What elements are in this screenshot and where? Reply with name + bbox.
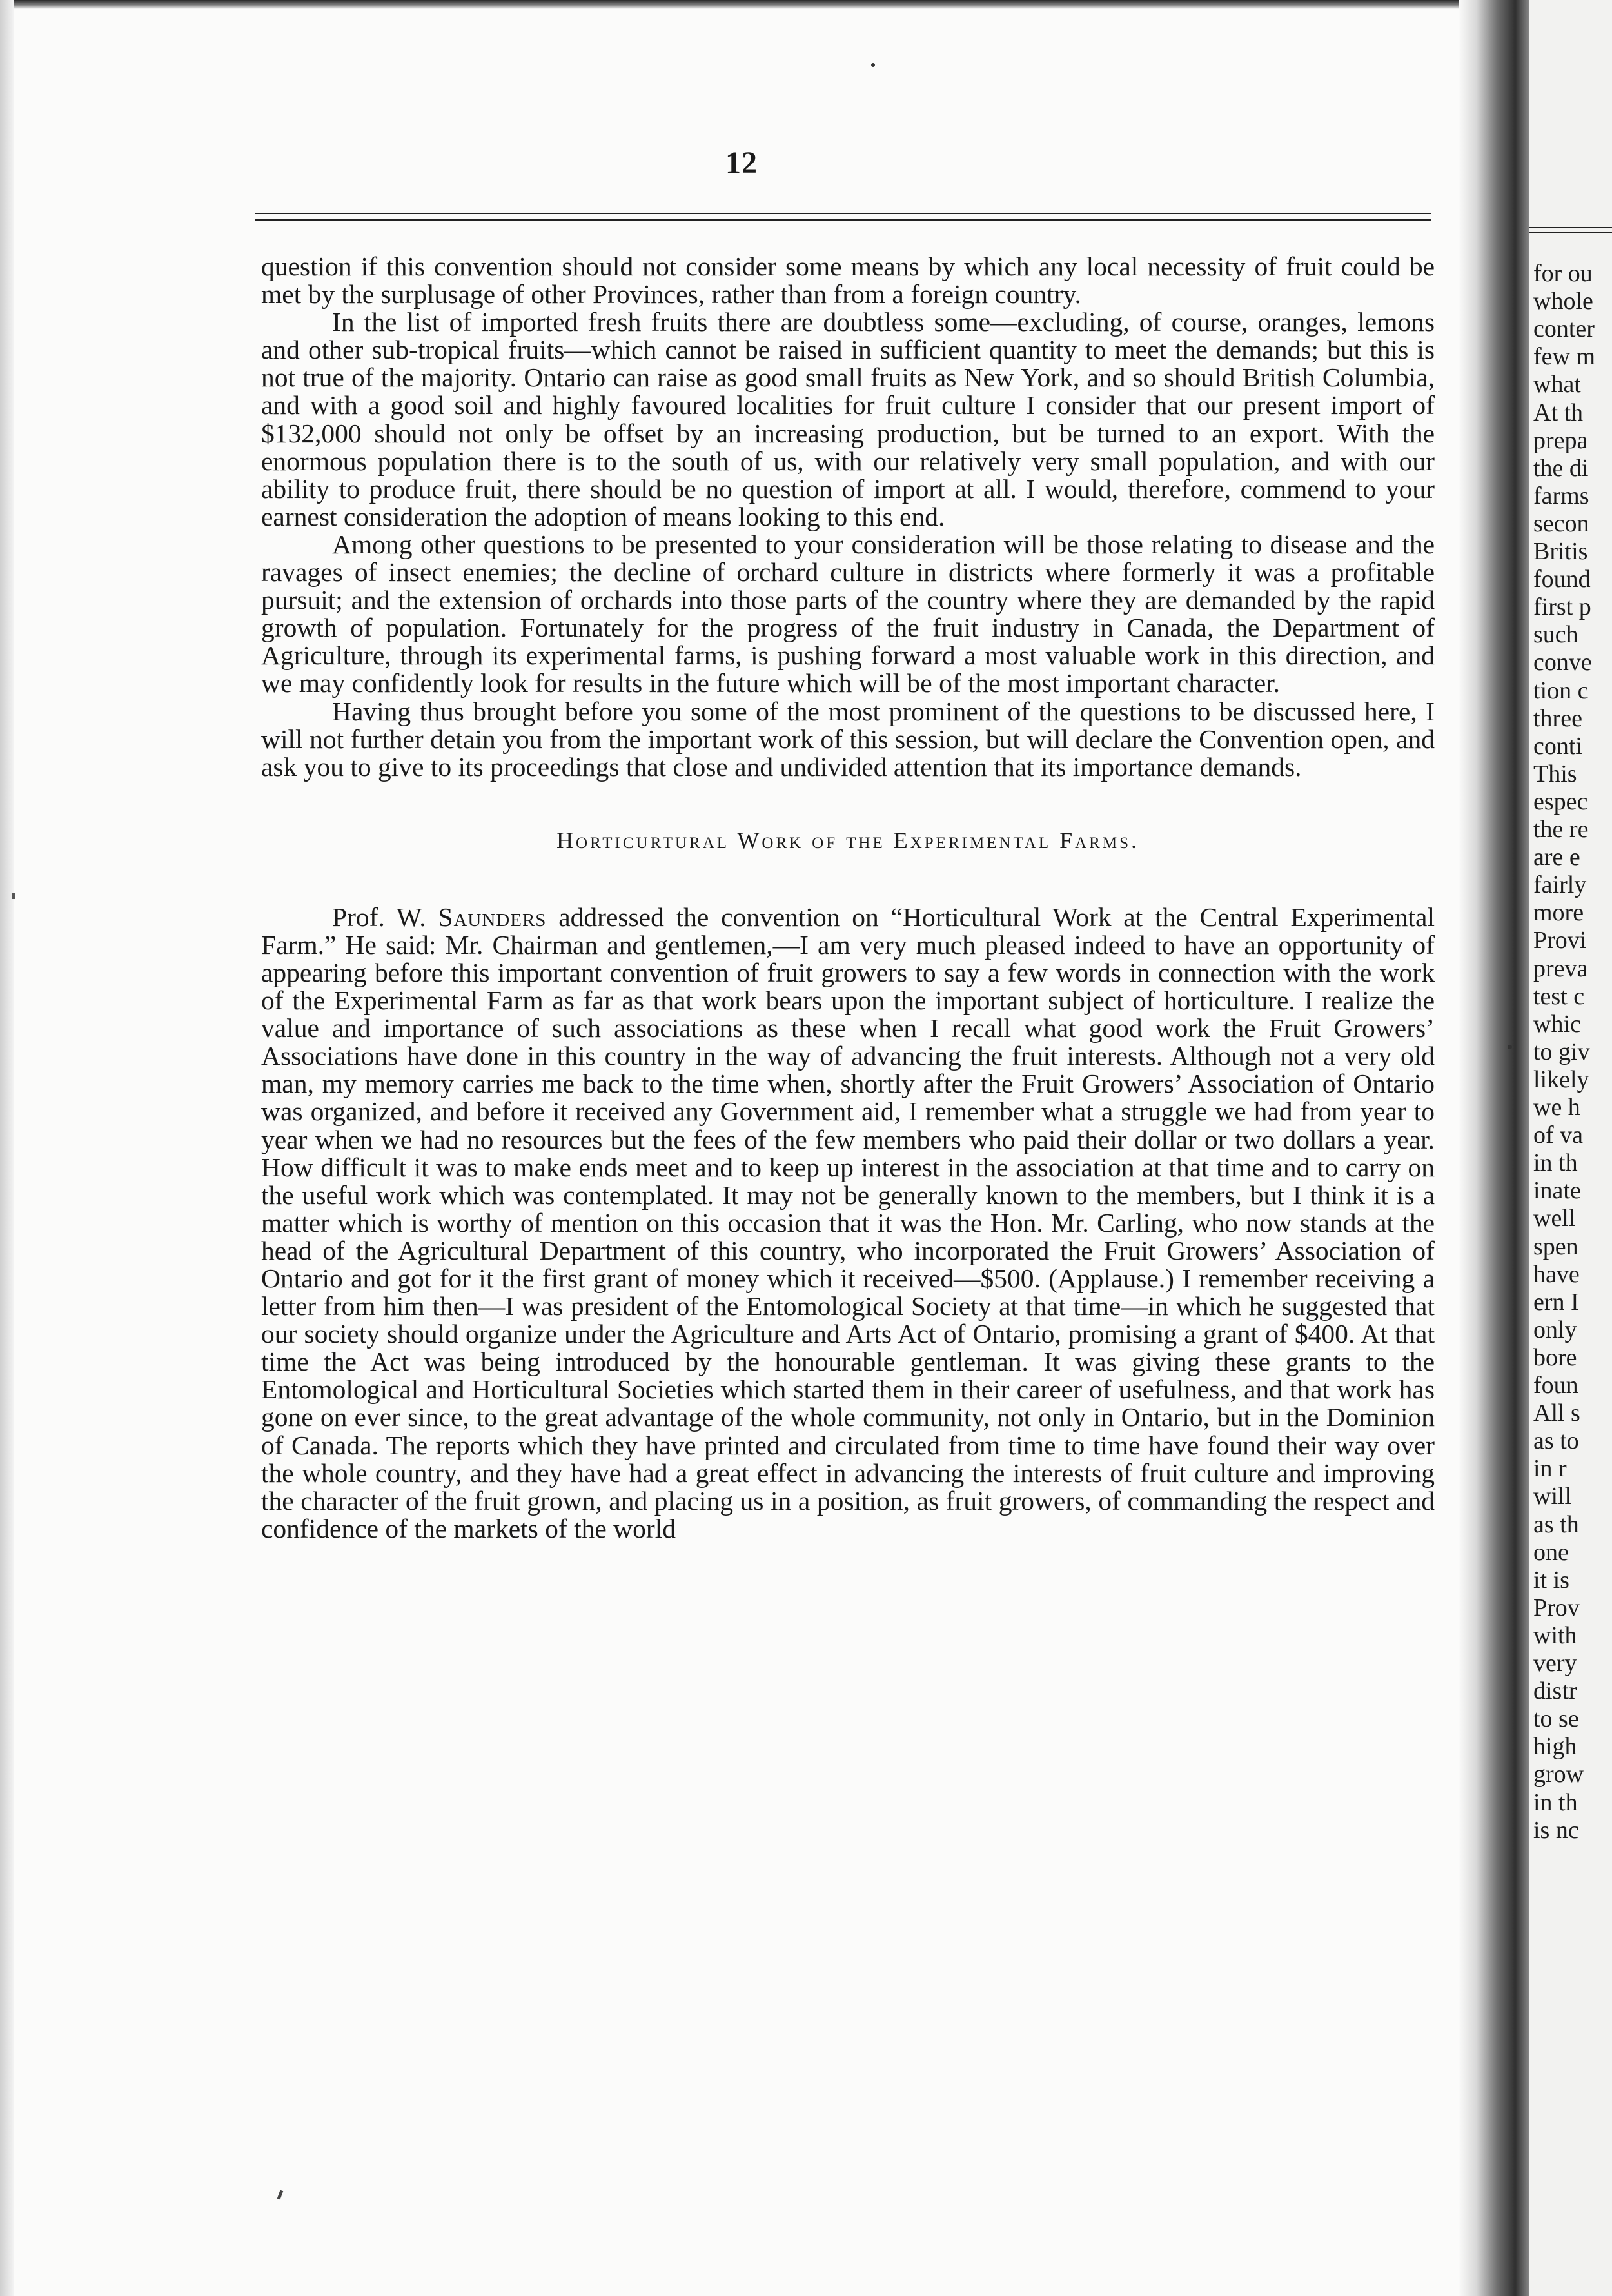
facing-page-line: distr <box>1533 1677 1577 1705</box>
facing-page-line: inate <box>1533 1177 1581 1205</box>
paragraph-convention-open: Having thus brought before you some of the most prominent of the questions to be discussed here, I will not further detain you from the important work of this session, but will declare the Convention open, and ask you to give to its proceedings that close and undivided attention that its importance demands. <box>261 696 1435 782</box>
facing-page-line: we h <box>1533 1094 1580 1121</box>
facing-page-line: whole <box>1533 288 1593 315</box>
facing-page-line: high <box>1533 1733 1577 1761</box>
facing-page-line: in th <box>1533 1788 1578 1816</box>
facing-page-line: bore <box>1533 1343 1577 1371</box>
facing-page-line: All s <box>1533 1400 1580 1427</box>
facing-page-line: foun <box>1533 1372 1578 1399</box>
facing-page-line: few m <box>1533 343 1596 371</box>
facing-page-header-rule <box>1529 227 1612 233</box>
facing-page-line: for ou <box>1533 260 1593 287</box>
facing-page-line: are e <box>1533 844 1580 871</box>
facing-page-line: it is <box>1533 1566 1569 1594</box>
facing-page-line: to giv <box>1533 1038 1590 1065</box>
facing-page-line: Provi <box>1533 927 1587 955</box>
facing-page-line: Prov <box>1533 1594 1580 1621</box>
scan-speck <box>277 2190 283 2200</box>
facing-page-line: as th <box>1533 1510 1579 1538</box>
facing-page-line: such <box>1533 621 1578 649</box>
body-text <box>261 253 1435 1543</box>
facing-page-line: secon <box>1533 510 1589 537</box>
page-top-edge-shadow <box>0 0 1483 9</box>
facing-page-line: whic <box>1533 1010 1581 1038</box>
facing-page-fragment <box>1529 0 1612 2296</box>
facing-page-line: the di <box>1533 454 1589 482</box>
header-double-rule <box>255 213 1431 221</box>
facing-page-line: conti <box>1533 732 1582 760</box>
facing-page-line: grow <box>1533 1761 1584 1788</box>
facing-page-line: well <box>1533 1205 1576 1232</box>
facing-page-line: to se <box>1533 1705 1579 1733</box>
facing-page-line: This <box>1533 760 1577 787</box>
scan-speck <box>871 63 875 67</box>
paragraph-imported-fruits: In the list of imported fresh fruits there are doubtless some—excluding, of course, oranges, lemons and other sub-tropical fruits—which cannot be raised in sufficient quantity to meet the demands; but this is not true of the majority. Ontario can raise as good small fruits as New York, and so should British Columbia, and with a good soil and highly favoured localities for fruit culture I consider that our present import of $132,000 should not only be offset by an increasing production, but be turned to an export. With the enormous population there is to the south of us, with our relatively very small population, and with our ability to produce fruit, there should be no question of import at all. I would, therefore, commend to your earnest consideration the adoption of means looking to this end. <box>261 307 1435 531</box>
facing-page-line: only <box>1533 1316 1577 1343</box>
facing-page-line: ern I <box>1533 1288 1579 1316</box>
facing-page-line: At th <box>1533 399 1584 426</box>
facing-page-line: very <box>1533 1650 1577 1677</box>
facing-page-line: of va <box>1533 1122 1584 1149</box>
scan-speck <box>12 893 15 899</box>
speaker-name: Saunders <box>438 902 547 932</box>
facing-page-line: in th <box>1533 1149 1578 1177</box>
paragraph-continued: question if this convention should not consider some means by which any local necessity of fruit could be met by the surplusage of other Provinces, rather than from a foreign country. <box>261 252 1435 310</box>
facing-page-line: with <box>1533 1621 1577 1649</box>
facing-page-line: conter <box>1533 315 1595 343</box>
facing-page-line: prepa <box>1533 426 1588 454</box>
facing-page-line: conve <box>1533 649 1592 677</box>
speech-text: addressed the convention on “Horticultural Work at the Central Experimental Farm.” He said: Mr. Chairman and gentlemen,—I am very much pleased indeed to have an opportunity of appearing before this important convention of fruit growers to say a few words in connection with the work of the Experimental Farm as far as that work bears upon the important subject of horticulture. I realize the value and importance of such associations as these when I recall what good work the Fruit Growers’ Associations have done in this country in the way of advancing the fruit interests. Although not a very old man, my memory carries me back to the time when, shortly after the Fruit Growers’ Association of Ontario was organized, and before it received any Government aid, I remember what a struggle we had from year to year when we had no resources but the fees of the few members who paid their dollar or two dollars a year. How difficult it was to make ends meet and to keep up interest in the association at that time and to carry on the useful work which was contemplated. It may not be generally known to the members, but I think it is a matter which is worthy of mention on this occasion that it was the Hon. Mr. Carling, who now stands at the head of the Agricultural Department of this country, who incorporated the Fruit Growers’ Association of Ontario and got for it the first grant of money which it received—$500. (Applause.) I remember receiving a letter from him then—I was president of the Entomological Society at that time—in which he suggested that our society should organize under the Agriculture and Arts Act of Ontario, promising a grant of $400. At that time the Act was being introduced by the honourable gentleman. It was giving these grants to the Entomological and Horticultural Societies which started them in their career of usefulness, and that work has gone on ever since, to the great advantage of the whole community, not only in Ontario, but in the Dominion of Canada. The reports which they have printed and circulated from time to time have found their way over the whole country, and they have had a great effect in advancing the interests of fruit culture and improving the character of the fruit grown, and placing us in a position, as fruit growers, of commanding the respect and confidence of the markets of the world <box>261 902 1435 1543</box>
paragraph-saunders-address <box>261 904 1435 1543</box>
facing-page-line: have <box>1533 1260 1580 1288</box>
facing-page-line: spen <box>1533 1232 1578 1260</box>
facing-page-line: found <box>1533 566 1591 593</box>
facing-page-line: as to <box>1533 1427 1579 1455</box>
facing-page-line: farms <box>1533 482 1589 510</box>
facing-page-line: in r <box>1533 1455 1567 1483</box>
facing-page-line: one <box>1533 1538 1569 1566</box>
speaker-intro: Prof. W. <box>332 902 426 932</box>
book-gutter-shadow <box>1459 0 1529 2296</box>
facing-page-line: espec <box>1533 787 1588 815</box>
page-left-edge <box>0 0 14 2296</box>
paragraph-other-questions: Among other questions to be presented to your consideration will be those relating to disease and the ravages of insect enemies; the decline of orchard culture in districts where formerly it was a profitable pursuit; and the extension of orchards into those parts of the country where they are demanded by the rapid growth of population. Fortunately for the progress of the fruit industry in Canada, the Department of Agriculture, through its experimental farms, is pushing forward a most valuable work in this direction, and we may confidently look for results in the future which will be of the most important character. <box>261 529 1435 698</box>
facing-page-line: more <box>1533 899 1584 927</box>
page-number: 12 <box>725 146 758 180</box>
facing-page-line: what <box>1533 371 1581 399</box>
facing-page-line: the re <box>1533 816 1589 843</box>
facing-page-line: tion c <box>1533 677 1589 704</box>
facing-page-line: Britis <box>1533 538 1588 565</box>
section-heading: Horticurtural Work of the Experimental Farms. <box>556 827 1139 853</box>
facing-page-line: likely <box>1533 1065 1589 1093</box>
facing-page-line: will <box>1533 1483 1572 1510</box>
facing-page-line: test c <box>1533 982 1585 1010</box>
facing-page-line: preva <box>1533 955 1588 982</box>
facing-page-line: fairly <box>1533 871 1587 899</box>
scan-speck <box>1508 1045 1512 1049</box>
facing-page-line: first p <box>1533 593 1591 621</box>
facing-page-line: is nc <box>1533 1816 1579 1844</box>
facing-page-line: three <box>1533 704 1582 732</box>
